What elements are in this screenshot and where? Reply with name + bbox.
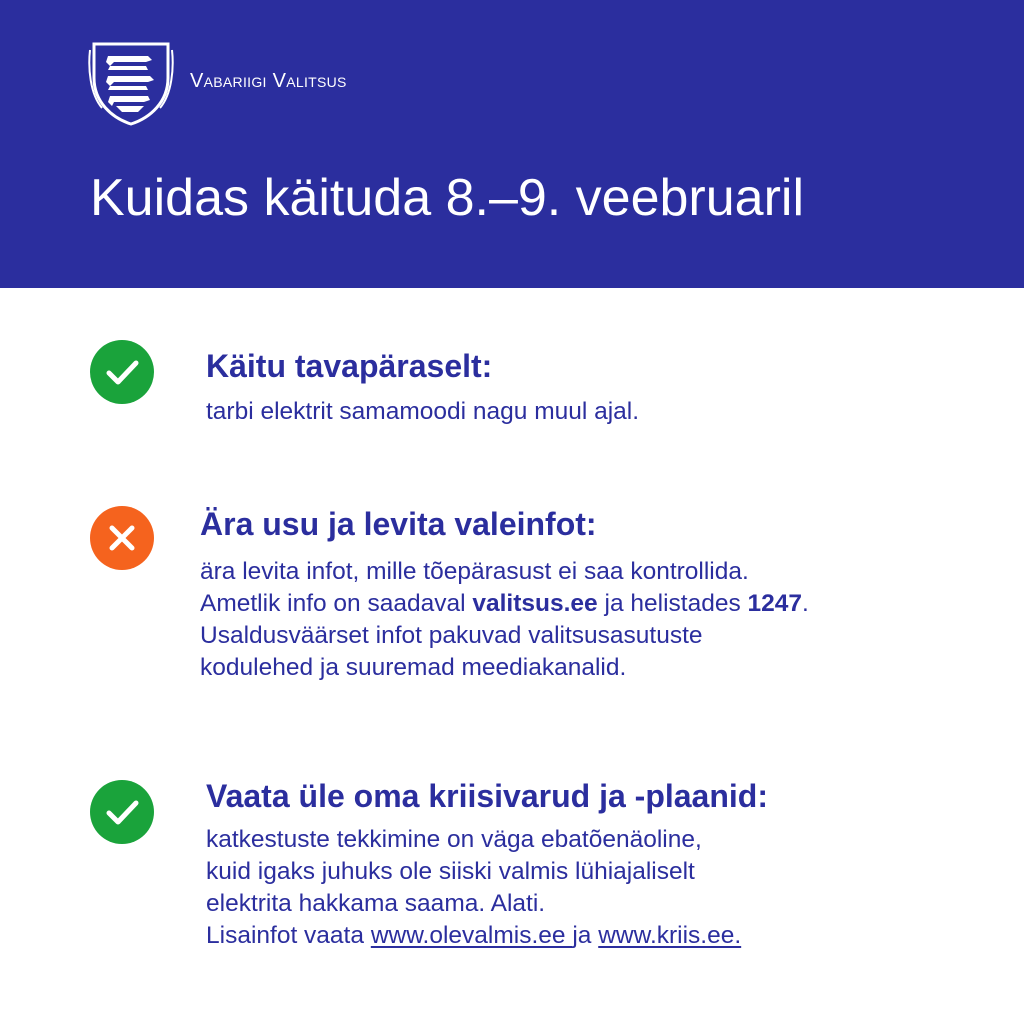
advice-line: tarbi elektrit samamoodi nagu muul ajal. (206, 398, 640, 425)
official-suffix: . (802, 590, 809, 617)
official-info-line (200, 588, 809, 620)
advice-line: kodulehed ja suuremad meediakanalid. (200, 654, 627, 681)
check-icon (90, 340, 154, 404)
advice-text (200, 556, 809, 684)
advice-line: kuid igaks juhuks ole siiski valmis lühiajaliselt (206, 858, 695, 885)
advice-line: Usaldusväärset infot pakuvad valitsusasutuste (200, 622, 703, 649)
advice-line: katkestuste tekkimine on väga ebatõenäoline, (206, 826, 702, 853)
advice-text (206, 396, 639, 428)
advice-heading: Vaata üle oma kriisivarud ja -plaanid: (206, 778, 768, 814)
advice-heading: Ära usu ja levita valeinfot: (200, 506, 597, 542)
official-phone: 1247 (747, 590, 803, 617)
advice-line: elektrita hakkama saama. Alati. (206, 890, 546, 917)
more-info-middle: ja (572, 922, 599, 949)
advice-text (206, 824, 741, 952)
olevalmis-link[interactable]: www.olevalmis.ee (370, 922, 573, 949)
organization-name: Vabariigi Valitsus (190, 70, 347, 92)
advice-line: ära levita infot, mille tõepärasust ei saa kontrollida. (200, 558, 749, 585)
page-title: Kuidas käituda 8.–9. veebruaril (90, 169, 805, 227)
official-middle: ja helistades (597, 590, 748, 617)
cross-icon (90, 506, 154, 570)
check-icon (90, 780, 154, 844)
more-info-prefix: Lisainfot vaata (206, 922, 371, 949)
kriis-link[interactable]: www.kriis.ee. (598, 922, 742, 949)
coat-of-arms-logo (88, 38, 174, 126)
more-info-line (206, 920, 741, 952)
official-site: valitsus.ee (472, 590, 598, 617)
official-prefix: Ametlik info on saadaval (200, 590, 473, 617)
advice-heading: Käitu tavapäraselt: (206, 348, 493, 384)
header-banner (0, 0, 1024, 288)
